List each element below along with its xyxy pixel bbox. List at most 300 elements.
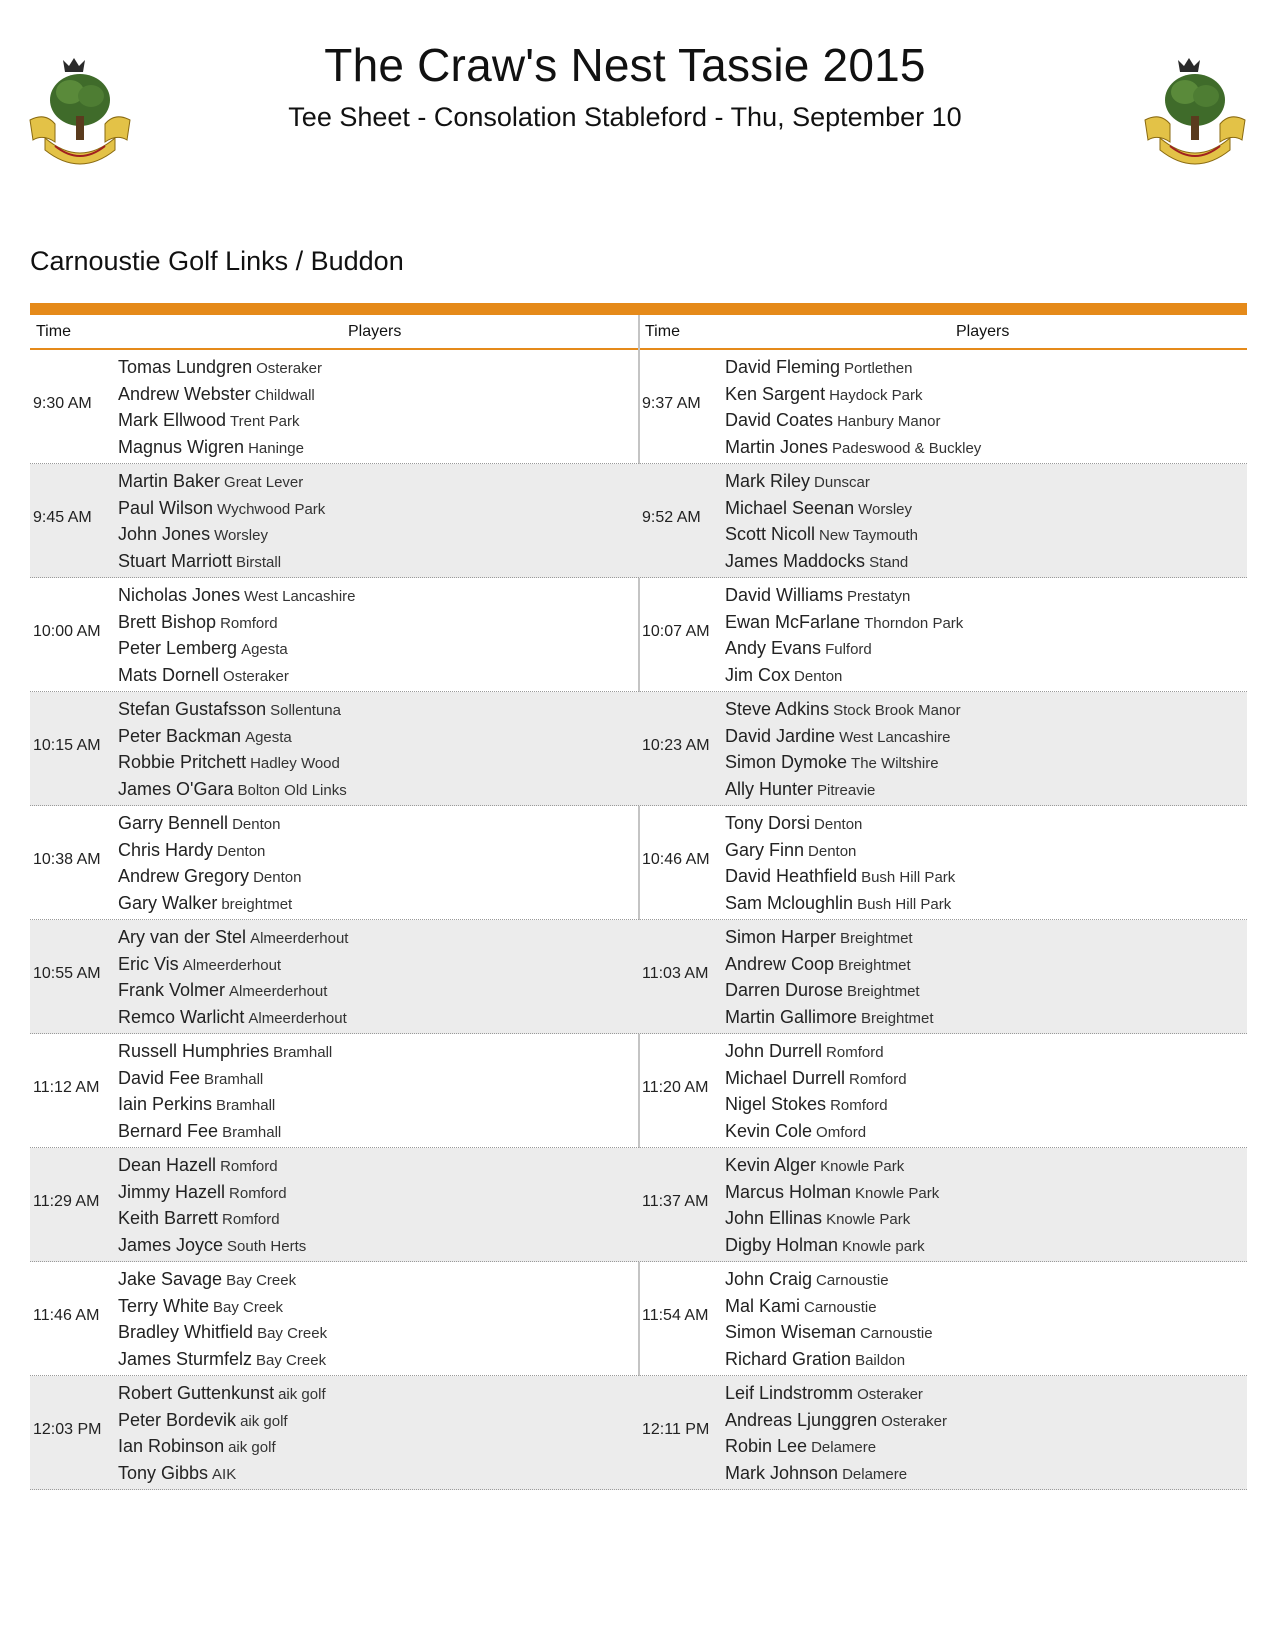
player-entry: [725, 1319, 933, 1346]
player-entry: [725, 863, 955, 890]
player-name: Russell Humphries: [118, 1041, 270, 1061]
player-entry: [725, 837, 955, 864]
tee-group-right: [640, 350, 1248, 463]
tee-time: 10:55 AM: [33, 965, 101, 982]
player-club: Breightmet: [840, 930, 913, 947]
player-club: Thorndon Park: [864, 614, 964, 632]
tee-group-left: [30, 1148, 638, 1261]
player-club: Fulford: [825, 641, 872, 658]
player-club: Carnoustie: [860, 1325, 933, 1342]
player-name: John Craig: [725, 1269, 813, 1289]
player-entry: [725, 1380, 947, 1407]
player-name: Andrew Webster: [118, 383, 251, 404]
tee-group-right: [640, 920, 1248, 1033]
player-club: Osteraker: [881, 1412, 947, 1430]
player-name: David Fleming: [725, 357, 841, 377]
player-name: Chris Hardy: [118, 839, 214, 860]
player-entry: [118, 1038, 332, 1065]
player-club: Denton: [794, 667, 843, 685]
page-subtitle: Tee Sheet - Consolation Stableford - Thu, September 10: [288, 102, 962, 132]
player-name: Andrew Coop: [725, 953, 835, 974]
player-entry: [118, 468, 325, 495]
player-list: [118, 810, 301, 916]
player-name: Andrew Gregory: [118, 866, 250, 886]
player-list: [725, 696, 961, 802]
player-club: Knowle Park: [826, 1211, 911, 1228]
tee-time-row: [30, 692, 1247, 806]
player-name: Martin Jones: [725, 436, 829, 457]
player-club: breightmet: [221, 895, 293, 913]
player-entry: [118, 696, 347, 723]
player-list: [118, 1038, 332, 1144]
player-club: Knowle Park: [855, 1184, 940, 1202]
player-name: Stuart Marriott: [118, 550, 233, 571]
player-entry: [118, 977, 348, 1004]
player-entry: [725, 468, 918, 495]
player-club: Denton: [814, 816, 863, 833]
player-name: Marcus Holman: [725, 1181, 852, 1202]
player-club: Bay Creek: [256, 1351, 327, 1369]
player-name: Garry Bennell: [118, 813, 229, 833]
player-list: [725, 354, 981, 460]
player-entry: [118, 749, 347, 776]
player-name: Robbie Pritchett: [118, 752, 247, 772]
player-entry: [725, 951, 934, 978]
player-name: Eric Vis: [118, 953, 179, 974]
player-entry: [725, 407, 981, 434]
player-entry: [118, 1407, 326, 1434]
player-entry: [118, 354, 322, 381]
player-entry: [725, 1179, 939, 1206]
player-list: [118, 468, 325, 574]
player-club: Almeerderhout: [250, 930, 349, 947]
player-club: Great Lever: [224, 474, 304, 491]
player-club: Bush Hill Park: [857, 895, 952, 913]
player-name: Peter Backman: [118, 725, 242, 746]
player-entry: [118, 1091, 332, 1118]
tee-time: 10:15 AM: [33, 737, 101, 754]
tee-group-left: [30, 464, 638, 577]
player-entry: [118, 837, 301, 864]
player-name: Ally Hunter: [725, 778, 814, 799]
tee-group-left: [30, 806, 638, 919]
player-name: John Ellinas: [725, 1208, 823, 1228]
player-entry: [725, 1152, 939, 1179]
player-name: Ary van der Stel: [118, 927, 247, 947]
player-name: John Durrell: [725, 1041, 823, 1061]
player-name: James Sturmfelz: [118, 1348, 253, 1369]
player-entry: [118, 521, 325, 548]
player-entry: [725, 1038, 907, 1065]
column-header-players: Players: [348, 323, 402, 340]
player-list: [725, 924, 934, 1030]
tee-time: 9:30 AM: [33, 395, 92, 412]
player-name: Peter Lemberg: [118, 638, 238, 658]
player-list: [725, 582, 963, 688]
player-entry: [118, 407, 322, 434]
tee-group-right: [640, 464, 1248, 577]
player-club: New Taymouth: [819, 527, 918, 544]
tee-sheet-table: [30, 315, 1247, 1490]
player-club: Romford: [826, 1044, 884, 1061]
player-name: Remco Warlicht: [118, 1006, 245, 1027]
tee-time: 10:46 AM: [642, 851, 710, 868]
player-entry: [118, 381, 322, 408]
player-entry: [725, 1065, 907, 1092]
player-entry: [725, 749, 961, 776]
player-club: South Herts: [227, 1237, 307, 1255]
player-name: Scott Nicoll: [725, 524, 816, 544]
player-name: David Heathfield: [725, 866, 858, 886]
player-club: Denton: [217, 842, 266, 860]
player-entry: [725, 635, 963, 662]
player-entry: [118, 1118, 332, 1145]
player-club: Hadley Wood: [250, 755, 340, 772]
player-entry: [118, 951, 348, 978]
player-club: Almeerderhout: [182, 956, 282, 974]
player-name: Robin Lee: [725, 1436, 808, 1456]
player-club: Birstall: [236, 553, 282, 571]
player-name: Jim Cox: [725, 664, 791, 685]
column-header-time: Time: [36, 323, 71, 340]
player-entry: [725, 810, 955, 837]
player-club: Delamere: [842, 1465, 908, 1483]
player-entry: [118, 1293, 327, 1320]
player-entry: [118, 1346, 327, 1373]
player-list: [725, 1038, 907, 1144]
player-club: Bush Hill Park: [861, 869, 956, 886]
player-name: David Williams: [725, 585, 844, 605]
player-entry: [725, 548, 918, 575]
tee-time-row: [30, 1034, 1247, 1148]
course-heading: Carnoustie Golf Links / Buddon: [30, 246, 404, 276]
player-name: Andy Evans: [725, 638, 822, 658]
tee-time: 11:03 AM: [642, 965, 709, 982]
player-club: Denton: [253, 869, 302, 886]
player-entry: [118, 1319, 327, 1346]
player-entry: [118, 1152, 306, 1179]
player-name: Terry White: [118, 1295, 210, 1316]
player-entry: [118, 924, 348, 951]
player-name: Darren Durose: [725, 980, 844, 1000]
player-club: Dunscar: [814, 474, 870, 491]
player-club: Stock Brook Manor: [833, 702, 961, 719]
player-club: Wychwood Park: [217, 500, 326, 518]
player-name: Iain Perkins: [118, 1094, 213, 1114]
player-club: aik golf: [278, 1386, 326, 1403]
tee-group-right: [640, 806, 1248, 919]
player-name: Michael Seenan: [725, 497, 855, 518]
player-name: Stefan Gustafsson: [118, 699, 267, 719]
player-name: Ken Sargent: [725, 383, 826, 404]
player-name: Jimmy Hazell: [118, 1181, 226, 1202]
player-entry: [725, 1407, 947, 1434]
player-club: Bay Creek: [213, 1298, 284, 1316]
player-club: Osteraker: [857, 1386, 923, 1403]
tee-time-row: [30, 1148, 1247, 1262]
player-club: Haninge: [248, 439, 304, 457]
player-club: Bramhall: [273, 1044, 333, 1061]
player-club: Denton: [808, 842, 857, 860]
player-club: Omford: [816, 1123, 867, 1141]
player-club: Breightmet: [861, 1009, 934, 1027]
player-name: Martin Baker: [118, 471, 221, 491]
tee-time: 11:37 AM: [642, 1193, 709, 1210]
player-name: Mark Ellwood: [118, 410, 227, 430]
player-club: Baildon: [855, 1351, 906, 1369]
player-club: Agesta: [241, 641, 288, 658]
player-name: Leif Lindstromm: [725, 1383, 854, 1403]
player-name: Richard Gration: [725, 1348, 852, 1369]
player-list: [725, 1266, 933, 1372]
player-entry: [725, 1266, 933, 1293]
player-entry: [118, 582, 356, 609]
tee-group-right: [640, 1034, 1248, 1147]
tee-group-right: [640, 1148, 1248, 1261]
player-name: James Joyce: [118, 1234, 224, 1255]
tee-group-right: [640, 578, 1248, 691]
player-list: [725, 810, 955, 916]
tee-time-row: [30, 464, 1247, 578]
player-entry: [725, 1205, 939, 1232]
player-entry: [725, 696, 961, 723]
player-entry: [118, 609, 356, 636]
player-club: aik golf: [228, 1439, 276, 1456]
tee-group-left: [30, 1376, 638, 1489]
player-club: Almeerderhout: [248, 1009, 347, 1027]
player-name: Sam Mcloughlin: [725, 892, 854, 913]
player-entry: [118, 1179, 306, 1206]
player-club: Stand: [869, 553, 909, 571]
player-name: James O'Gara: [118, 778, 234, 799]
player-club: Sollentuna: [270, 702, 341, 719]
tee-time: 11:20 AM: [642, 1079, 709, 1096]
player-name: David Fee: [118, 1067, 201, 1088]
player-name: David Jardine: [725, 725, 836, 746]
player-name: Tony Dorsi: [725, 813, 811, 833]
player-club: AIK: [212, 1465, 237, 1483]
player-club: Pitreavie: [817, 781, 876, 799]
player-club: Bramhall: [222, 1123, 282, 1141]
player-name: Andreas Ljunggren: [725, 1409, 878, 1430]
player-list: [725, 1380, 947, 1486]
player-name: Dean Hazell: [118, 1155, 217, 1175]
player-club: Delamere: [811, 1439, 877, 1456]
player-name: Michael Durrell: [725, 1067, 846, 1088]
player-name: Keith Barrett: [118, 1208, 219, 1228]
player-club: Hanbury Manor: [837, 413, 941, 430]
player-club: West Lancashire: [244, 588, 356, 605]
tee-time: 10:23 AM: [642, 737, 710, 754]
tee-time: 12:03 PM: [33, 1421, 102, 1438]
player-entry: [118, 1065, 332, 1092]
player-name: Steve Adkins: [725, 699, 830, 719]
player-club: Worsley: [858, 500, 912, 518]
player-club: Romford: [220, 614, 278, 632]
player-entry: [725, 1091, 907, 1118]
player-entry: [118, 863, 301, 890]
tee-group-left: [30, 1262, 638, 1375]
player-name: Bradley Whitfield: [118, 1322, 254, 1342]
player-entry: [725, 776, 961, 803]
player-list: [725, 468, 918, 574]
tee-time: 10:00 AM: [33, 623, 101, 640]
player-club: Bramhall: [216, 1097, 276, 1114]
player-club: Childwall: [254, 386, 315, 404]
player-name: James Maddocks: [725, 550, 866, 571]
page-title: The Craw's Nest Tassie 2015: [324, 39, 926, 91]
player-club: Romford: [849, 1070, 907, 1088]
player-club: Breightmet: [847, 983, 920, 1000]
player-name: Mark Johnson: [725, 1462, 839, 1483]
player-name: Mal Kami: [725, 1295, 801, 1316]
player-entry: [118, 434, 322, 461]
player-club: Trent Park: [230, 413, 300, 430]
player-entry: [118, 776, 347, 803]
player-club: Knowle park: [842, 1237, 925, 1255]
player-name: Nigel Stokes: [725, 1094, 827, 1114]
tee-group-left: [30, 692, 638, 805]
player-entry: [118, 1433, 326, 1460]
player-name: Kevin Alger: [725, 1155, 817, 1175]
player-club: Agesta: [245, 728, 292, 746]
player-entry: [118, 1460, 326, 1487]
player-name: Tomas Lundgren: [118, 357, 253, 377]
tee-time: 9:37 AM: [642, 395, 701, 412]
player-list: [118, 582, 356, 688]
player-club: The Wiltshire: [851, 755, 939, 772]
player-club: Bramhall: [204, 1070, 264, 1088]
player-name: Ian Robinson: [118, 1436, 225, 1456]
player-club: Worsley: [214, 527, 268, 544]
tee-time-row: [30, 350, 1247, 464]
player-name: Magnus Wigren: [118, 436, 245, 457]
player-name: Digby Holman: [725, 1234, 839, 1255]
column-header-players: Players: [956, 323, 1010, 340]
player-entry: [725, 1460, 947, 1487]
tee-group-right: [640, 1262, 1248, 1375]
tee-time-rows: [30, 350, 1247, 1490]
player-entry: [725, 1232, 939, 1259]
player-name: Mats Dornell: [118, 664, 220, 685]
player-name: Ewan McFarlane: [725, 611, 861, 632]
player-name: Jake Savage: [118, 1269, 223, 1289]
player-name: Nicholas Jones: [118, 585, 241, 605]
tee-time-row: [30, 578, 1247, 692]
player-name: Frank Volmer: [118, 980, 226, 1000]
player-club: Carnoustie: [804, 1298, 877, 1316]
player-entry: [118, 1380, 326, 1407]
player-club: Osteraker: [223, 667, 289, 685]
player-name: David Coates: [725, 410, 834, 430]
player-entry: [725, 723, 961, 750]
player-list: [118, 696, 347, 802]
tee-group-right: [640, 1376, 1248, 1489]
tee-group-left: [30, 578, 638, 691]
tee-time: 11:29 AM: [33, 1193, 100, 1210]
player-entry: [118, 662, 356, 689]
player-entry: [118, 495, 325, 522]
player-name: Paul Wilson: [118, 497, 214, 518]
player-name: Kevin Cole: [725, 1120, 813, 1141]
player-entry: [725, 582, 963, 609]
tee-time-row: [30, 920, 1247, 1034]
tee-time: 12:11 PM: [642, 1421, 710, 1438]
player-entry: [725, 890, 955, 917]
player-club: Osteraker: [256, 360, 322, 377]
player-club: Breightmet: [838, 956, 911, 974]
player-entry: [118, 1232, 306, 1259]
player-list: [725, 1152, 939, 1258]
accent-bar: [30, 303, 1247, 315]
tee-group-left: [30, 920, 638, 1033]
player-name: Gary Finn: [725, 839, 805, 860]
player-name: Mark Riley: [725, 471, 811, 491]
player-club: Romford: [220, 1158, 278, 1175]
player-club: Bolton Old Links: [237, 781, 347, 799]
tee-time: 9:45 AM: [33, 509, 92, 526]
player-entry: [118, 723, 347, 750]
player-club: Romford: [222, 1211, 280, 1228]
player-entry: [118, 1205, 306, 1232]
tee-time: 11:12 AM: [33, 1079, 100, 1096]
player-list: [118, 1380, 326, 1486]
player-name: Peter Bordevik: [118, 1409, 237, 1430]
tee-time-row: [30, 806, 1247, 920]
player-club: Knowle Park: [820, 1158, 905, 1175]
player-club: Romford: [229, 1184, 287, 1202]
player-name: Simon Harper: [725, 927, 837, 947]
player-club: Bay Creek: [226, 1272, 297, 1289]
tee-time: 11:54 AM: [642, 1307, 709, 1324]
tee-group-right: [640, 692, 1248, 805]
player-name: Tony Gibbs: [118, 1462, 209, 1483]
player-entry: [118, 1004, 348, 1031]
player-entry: [118, 890, 301, 917]
player-club: West Lancashire: [839, 728, 951, 746]
player-club: aik golf: [240, 1412, 288, 1430]
player-list: [118, 354, 322, 460]
player-entry: [725, 1118, 907, 1145]
player-club: Bay Creek: [257, 1325, 328, 1342]
player-entry: [118, 635, 356, 662]
tee-time: 10:07 AM: [642, 623, 710, 640]
player-entry: [725, 434, 981, 461]
player-name: John Jones: [118, 524, 211, 544]
player-club: Padeswood & Buckley: [832, 439, 982, 457]
tee-group-left: [30, 350, 638, 463]
player-name: Brett Bishop: [118, 611, 217, 632]
player-entry: [725, 495, 918, 522]
player-name: Simon Dymoke: [725, 752, 848, 772]
player-club: Almeerderhout: [229, 983, 328, 1000]
tee-group-left: [30, 1034, 638, 1147]
player-entry: [725, 924, 934, 951]
player-entry: [725, 1433, 947, 1460]
tee-time: 10:38 AM: [33, 851, 101, 868]
player-entry: [118, 1266, 327, 1293]
player-club: Denton: [232, 816, 281, 833]
player-name: Simon Wiseman: [725, 1322, 857, 1342]
player-club: Carnoustie: [816, 1272, 889, 1289]
player-club: Portlethen: [844, 360, 913, 377]
player-entry: [118, 810, 301, 837]
tee-time-row: [30, 1262, 1247, 1376]
player-entry: [118, 548, 325, 575]
player-entry: [725, 1004, 934, 1031]
player-list: [118, 1266, 327, 1372]
player-club: Romford: [830, 1097, 888, 1114]
